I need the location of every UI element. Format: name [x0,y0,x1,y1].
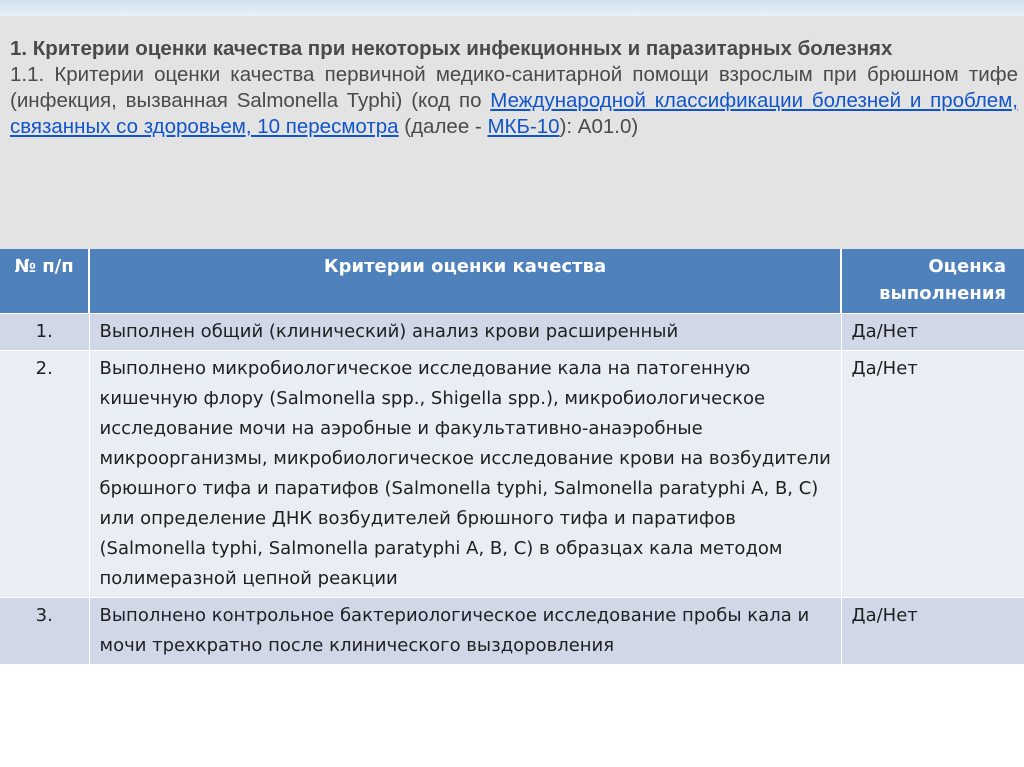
table-header-row [0,249,1024,314]
section-subtitle [10,62,1018,140]
table-row [0,598,1024,665]
heading-text [10,36,1018,140]
subtitle-prefix: 1.1. Критерии оценки качества первичной медико-санитарной помощи взрослым при брюшном тифе (инфекция, вызванная Salmonella Typhi) (код по [10,63,1018,112]
header-criteria: Критерии оценки качества [89,249,841,314]
heading-block [0,16,1024,249]
icd-short-link[interactable]: МКБ-10 [487,115,560,138]
row-score: Да/Нет [841,598,1024,665]
criteria-table [0,249,1024,664]
header-score: Оценка выполнения [841,249,1024,314]
row-criteria: Выполнено контрольное бактериологическое исследование пробы кала и мочи трехкратно после клинического выздоровления [89,598,841,665]
row-criteria: Выполнено микробиологическое исследование кала на патогенную кишечную флору (Salmonella spp., Shigella spp.), микробиологическое исследование мочи на аэробные и факультативно-анаэробные микроорганизмы, микробиологическое исследование крови на возбудители брюшного тифа и паратифов (Salmonella typhi, Salmonella paratyphi A, B, C) или определение ДНК возбудителей брюшного тифа и паратифов (Salmonella typhi, Salmonella paratyphi A, B, C) в образцах кала методом полимеразной цепной реакции [89,351,841,598]
row-criteria: Выполнен общий (клинический) анализ крови расширенный [89,314,841,351]
section-title: 1. Критерии оценки качества при некоторых инфекционных и паразитарных болезнях [10,37,893,60]
row-score: Да/Нет [841,314,1024,351]
subtitle-middle: (далее - [398,115,488,138]
row-score: Да/Нет [841,351,1024,598]
icd-full-link[interactable]: Международной классификации болезней и проблем, связанных со здоровьем, 10 пересмотра [10,89,1018,138]
subtitle-suffix: ): A01.0) [559,115,639,138]
table-row [0,351,1024,598]
top-accent-bar [0,0,1024,16]
header-number: № п/п [0,249,89,314]
row-number: 2. [0,351,89,598]
row-number: 3. [0,598,89,665]
table-row [0,314,1024,351]
row-number: 1. [0,314,89,351]
